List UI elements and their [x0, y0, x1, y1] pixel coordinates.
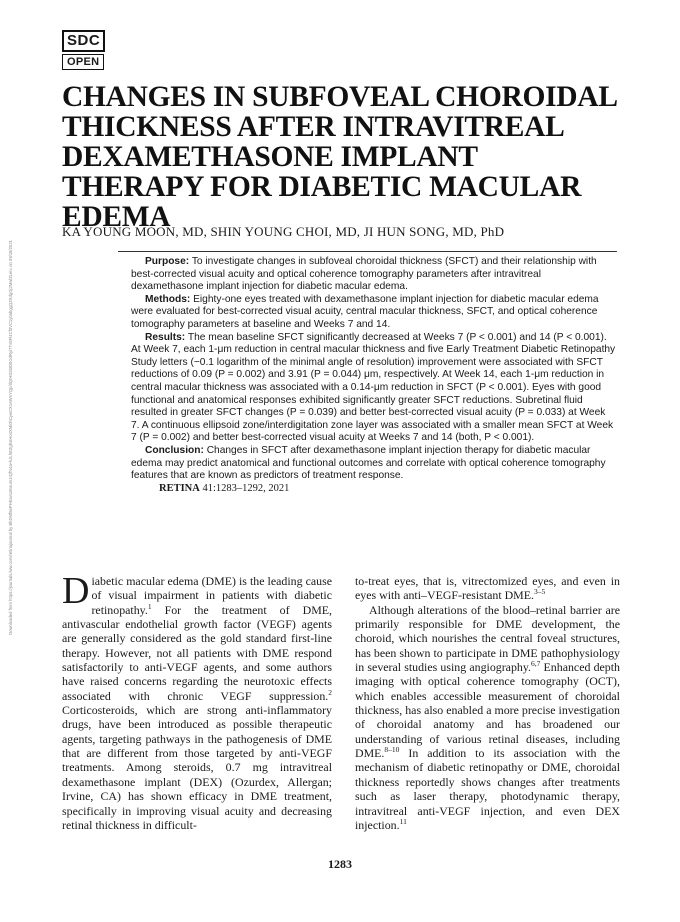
intro-paragraph-1-cont	[355, 574, 620, 603]
abstract-results	[131, 332, 616, 445]
page-number: 1283	[328, 857, 352, 871]
sdc-badge: SDC	[62, 30, 105, 52]
abstract-purpose	[131, 256, 616, 294]
intro-text-1d: to-treat eyes, that is, vitrectomized eyes, and even in eyes with anti–VEGF-resistant DME.	[355, 574, 620, 603]
purpose-text: To investigate changes in subfoveal choroidal thickness (SFCT) and their relationship with best-corrected visual acuity and optical coherence tomography parameters after intravitreal dexamethasone implant injection for diabetic macular edema.	[131, 256, 597, 293]
drop-cap: D	[62, 570, 90, 612]
intro-text-1b: For the treatment of DME, antivascular endothelial growth factor (VEGF) agents are generally considered as the gold standard first-line therapy. However, not all patients with DME respond satisfactorily to anti-VEGF agents, and some authors have raised concerns regarding the neurotoxic effects associated with chronic VEGF suppression.	[62, 602, 332, 703]
journal-citation	[131, 483, 616, 496]
article-title: CHANGES IN SUBFOVEAL CHOROIDAL THICKNESS AFTER INTRAVITREAL DEXAMETHASONE IMPLANT THERAPY FOR DIABETIC MACULAR EDEMA	[62, 81, 617, 233]
abstract-conclusion	[131, 445, 616, 483]
intro-text-1c: Corticosteroids, which are strong anti-inflammatory drugs, have been introduced as possible therapeutic agents, targeting pathways in the pathogenesis of DME that are different from those targeted by anti-VEGF treatments. Among steroids, 0.7 mg intravitreal dexamethasone implant (DEX) (Ozurdex, Allergan; Irvine, CA) has shown efficacy in DME treatment, specifically in improving visual acuity and decreasing retinal thickness in difficult-	[62, 703, 332, 832]
intro-paragraph-1	[62, 570, 332, 832]
body-column-left	[62, 570, 332, 832]
journal-name: RETINA	[159, 482, 200, 494]
intro-text-1a: iabetic macular edema (DME) is the leading cause of visual impairment in patients with diabetic retinopathy.	[91, 574, 332, 617]
intro-text-2b: Enhanced depth imaging with optical coherence tomography (OCT), which enables accessible measurement of choroidal thickness, has also enabled a more precise investigation of choroidal anatomy and has broadened our understanding of various retinal diseases, including DME.	[355, 660, 620, 761]
citation-ref: 8–10	[384, 745, 400, 755]
abstract-divider	[118, 251, 617, 252]
download-watermark: Downloaded from https://journals.lww.com/retinajournal by BhDMf5ePHKav1zEoum1tQfN4a+kJLhEZgbsIHo4XMi0hCywCX1AWnYQp/IlQrHD3i3D0OdRyi7TvSFl4Cf3VC1y0abggQZXdgGj2MwlZLeI= on 09/18/2021	[8, 240, 13, 635]
journal-ref: 41:1283–1292, 2021	[199, 482, 290, 494]
methods-text: Eighty-one eyes treated with dexamethasone implant injection for diabetic macular edema were evaluated for best-corrected visual acuity, central macular thickness, SFCT, and optical coherence tomography parameters at baseline and Weeks 7 and 14.	[131, 293, 599, 330]
results-label: Results:	[145, 331, 186, 343]
purpose-label: Purpose:	[145, 256, 190, 267]
citation-ref: 6,7	[531, 659, 541, 669]
intro-paragraph-2	[355, 603, 620, 833]
body-column-right	[355, 574, 620, 832]
conclusion-text: Changes in SFCT after dexamethasone implant injection therapy for diabetic macular edema may predict anatomical and functional outcomes and correlate with optical coherence tomography features that are known as predictors of treatment response.	[131, 444, 606, 482]
methods-label: Methods:	[145, 293, 191, 305]
conclusion-label: Conclusion:	[145, 444, 204, 456]
citation-ref: 11	[399, 816, 407, 826]
citation-ref: 2	[328, 687, 332, 697]
author-list: KA YOUNG MOON, MD, SHIN YOUNG CHOI, MD, JI HUN SONG, MD, PhD	[62, 224, 505, 239]
citation-ref: 1	[147, 601, 152, 611]
results-text: The mean baseline SFCT significantly decreased at Weeks 7 (P < 0.001) and 14 (P < 0.001). At Week 7, each 1-μm reduction in central macular thickness and five Early Treatment Diabetic Retinopathy Study letters (−0.1 logarithm of the minimal angle of resolution) improvement were associated with SFCT reductions of 0.09 (P = 0.002) and 3.91 (P = 0.044) μm, respectively. At Week 14, each 1-μm reduction in central macular thickness was associated with a 0.14-μm reduction in SFCT (P < 0.001). Eyes with good functional and anatomical responses exhibited significantly greater SFCT reductions. Subretinal fluid resulted in greater SFCT changes (P = 0.039) and better best-corrected visual acuity (P = 0.033) at Week 7. A continuous ellipsoid zone/interdigitation zone layer was associated with a smaller mean SFCT at Week 7 (P = 0.002) and better best-corrected visual acuity at Weeks 7 and 14 (both, P < 0.001).	[131, 331, 616, 444]
open-access-badge: OPEN	[62, 54, 104, 70]
intro-text-2c: In addition to its association with the mechanism of diabetic retinopathy or DME, choroidal thickness reportedly shows changes after treatments such as laser therapy, photodynamic therapy, intravitreal anti-VEGF injection, and even DEX injection.	[355, 746, 620, 832]
citation-ref: 3–5	[534, 587, 546, 597]
intro-text-2a: Although alterations of the blood–retinal barrier are primarily responsible for DME development, the choroid, which nourishes the central foveal structures, has been shown to participate in DME pathophysiology in several studies using angiography.	[355, 602, 620, 675]
abstract	[131, 256, 616, 495]
abstract-methods	[131, 294, 616, 332]
